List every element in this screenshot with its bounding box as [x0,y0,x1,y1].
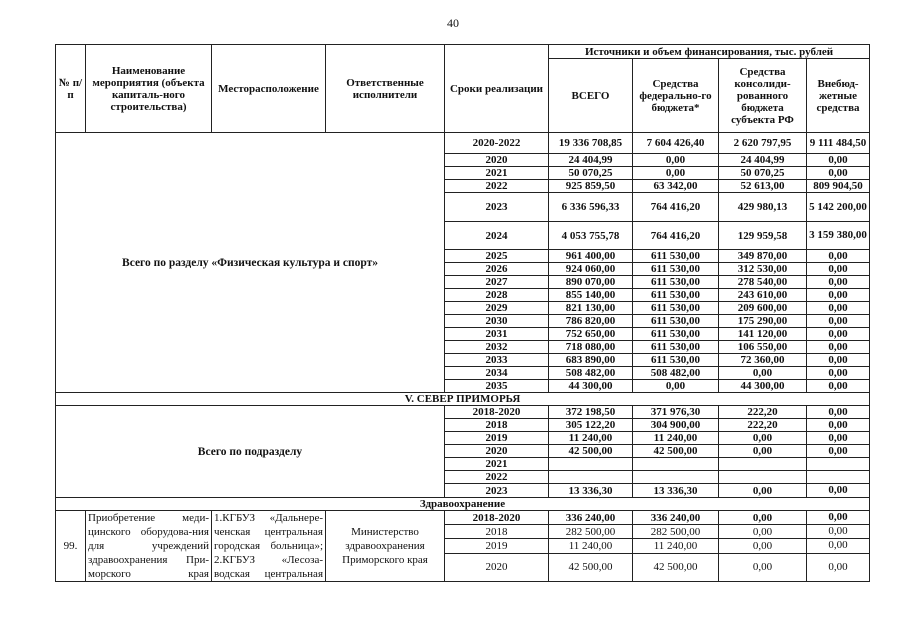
cell-offbudget: 0,00 [807,432,870,445]
cell-year: 2021 [445,458,549,471]
cell-federal: 611 530,00 [633,341,719,354]
cell-total: 336 240,00 [549,511,633,525]
cell-federal [633,471,719,484]
cell-federal: 11 240,00 [633,432,719,445]
cell-total: 42 500,00 [549,553,633,581]
cell-federal: 42 500,00 [633,553,719,581]
cell-total: 786 820,00 [549,315,633,328]
cell-offbudget: 0,00 [807,525,870,539]
cell-federal: 282 500,00 [633,525,719,539]
cell-consolidated: 141 120,00 [719,328,807,341]
cell-federal: 7 604 426,40 [633,133,719,154]
cell-total: 4 053 755,78 [549,222,633,250]
cell-year: 2022 [445,180,549,193]
header-federal: Средства федерально-го бюджета* [633,59,719,133]
table-row [56,498,870,511]
north-subtotal-label: Всего по подразделу [56,406,445,498]
cell-consolidated: 44 300,00 [719,380,807,393]
cell-federal: 304 900,00 [633,419,719,432]
cell-offbudget: 9 111 484,50 [807,133,870,154]
cell-year: 2018-2020 [445,511,549,525]
cell-offbudget: 0,00 [807,289,870,302]
header-executors: Ответственные исполнители [326,45,445,133]
table-row [56,133,870,154]
cell-offbudget: 0,00 [807,406,870,419]
header-offbudget: Внебюд-жетные средства [807,59,870,133]
cell-federal: 371 976,30 [633,406,719,419]
cell-total: 50 070,25 [549,167,633,180]
table-row [56,511,870,525]
cell-offbudget: 0,00 [807,328,870,341]
cell-consolidated [719,471,807,484]
cell-year: 2034 [445,367,549,380]
cell-federal: 611 530,00 [633,302,719,315]
cell-offbudget: 0,00 [807,553,870,581]
cell-consolidated [719,458,807,471]
cell-total: 13 336,30 [549,484,633,498]
cell-offbudget: 0,00 [807,341,870,354]
cell-offbudget: 0,00 [807,354,870,367]
cell-offbudget: 0,00 [807,367,870,380]
cell-total: 6 336 596,33 [549,193,633,222]
cell-consolidated: 209 600,00 [719,302,807,315]
cell-year: 2031 [445,328,549,341]
cell-consolidated: 429 980,13 [719,193,807,222]
header-num: № п/п [56,45,86,133]
cell-year: 2035 [445,380,549,393]
cell-offbudget: 0,00 [807,167,870,180]
cell-federal: 611 530,00 [633,263,719,276]
cell-federal: 611 530,00 [633,328,719,341]
cell-consolidated: 278 540,00 [719,276,807,289]
cell-consolidated: 50 070,25 [719,167,807,180]
cell-consolidated: 243 610,00 [719,289,807,302]
cell-federal: 0,00 [633,167,719,180]
cell-total: 718 080,00 [549,341,633,354]
cell-total: 282 500,00 [549,525,633,539]
sport-section-label: Всего по разделу «Физическая культура и спорт» [56,133,445,393]
cell-total: 683 890,00 [549,354,633,367]
cell-consolidated: 72 360,00 [719,354,807,367]
cell-consolidated: 129 959,58 [719,222,807,250]
header-total: ВСЕГО [549,59,633,133]
cell-total: 42 500,00 [549,445,633,458]
cell-consolidated: 349 870,00 [719,250,807,263]
cell-offbudget: 3 159 380,00 [807,222,870,250]
cell-total: 890 070,00 [549,276,633,289]
cell-consolidated: 312 530,00 [719,263,807,276]
cell-total: 752 650,00 [549,328,633,341]
cell-year: 2027 [445,276,549,289]
cell-consolidated: 175 290,00 [719,315,807,328]
cell-total: 924 060,00 [549,263,633,276]
cell-federal: 611 530,00 [633,276,719,289]
cell-consolidated: 24 404,99 [719,154,807,167]
table-body [56,45,870,582]
cell-year: 2029 [445,302,549,315]
cell-total: 305 122,20 [549,419,633,432]
cell-federal: 611 530,00 [633,250,719,263]
cell-offbudget: 0,00 [807,445,870,458]
cell-consolidated: 0,00 [719,525,807,539]
cell-federal: 13 336,30 [633,484,719,498]
cell-consolidated: 222,20 [719,406,807,419]
cell-offbudget: 0,00 [807,511,870,525]
cell-year: 2020 [445,553,549,581]
cell-offbudget: 0,00 [807,315,870,328]
cell-federal: 0,00 [633,380,719,393]
cell-offbudget: 0,00 [807,263,870,276]
cell-offbudget: 0,00 [807,276,870,289]
cell-total: 44 300,00 [549,380,633,393]
cell-total: 925 859,50 [549,180,633,193]
cell-consolidated: 52 613,00 [719,180,807,193]
cell-federal: 611 530,00 [633,315,719,328]
cell-total: 11 240,00 [549,432,633,445]
cell-year: 2033 [445,354,549,367]
item-location: 1.КГБУЗ «Дальнере-ченская центральная городская больница»; 2.КГБУЗ «Лесоза-водская центральная [212,511,326,582]
cell-total: 19 336 708,85 [549,133,633,154]
cell-consolidated: 2 620 797,95 [719,133,807,154]
cell-offbudget: 0,00 [807,380,870,393]
financing-table [55,44,870,582]
cell-year: 2018-2020 [445,406,549,419]
header-sources: Источники и объем финансирования, тыс. рублей [549,45,870,59]
cell-year: 2018 [445,525,549,539]
cell-federal: 508 482,00 [633,367,719,380]
cell-federal: 764 416,20 [633,193,719,222]
cell-federal: 611 530,00 [633,354,719,367]
cell-offbudget: 0,00 [807,484,870,498]
cell-year: 2030 [445,315,549,328]
cell-year: 2024 [445,222,549,250]
cell-total: 961 400,00 [549,250,633,263]
header-location: Месторасположение [212,45,326,133]
cell-consolidated: 106 550,00 [719,341,807,354]
cell-consolidated: 0,00 [719,539,807,553]
table-row [56,406,870,419]
cell-consolidated: 0,00 [719,432,807,445]
table-row [56,393,870,406]
cell-year: 2020 [445,154,549,167]
cell-total: 11 240,00 [549,539,633,553]
cell-total: 24 404,99 [549,154,633,167]
item-executor: Министерство здравоохранения Приморского края [326,511,445,582]
cell-year: 2028 [445,289,549,302]
section-title-health: Здравоохранение [56,498,870,511]
cell-federal: 336 240,00 [633,511,719,525]
cell-consolidated: 222,20 [719,419,807,432]
cell-year: 2023 [445,484,549,498]
cell-year: 2020 [445,445,549,458]
cell-year: 2023 [445,193,549,222]
cell-federal: 11 240,00 [633,539,719,553]
cell-year: 2032 [445,341,549,354]
cell-total: 855 140,00 [549,289,633,302]
cell-year: 2021 [445,167,549,180]
cell-year: 2026 [445,263,549,276]
section-title-north: V. СЕВЕР ПРИМОРЬЯ [56,393,870,406]
cell-consolidated: 0,00 [719,511,807,525]
cell-federal: 63 342,00 [633,180,719,193]
cell-offbudget [807,458,870,471]
header-consolidated: Средства консолиди-рованного бюджета субъекта РФ [719,59,807,133]
cell-year: 2025 [445,250,549,263]
item-num: 99. [56,511,86,582]
cell-total: 372 198,50 [549,406,633,419]
item-name: Приобретение меди-цинского оборудова-ния для учреждений здравоохранения При-морского края [86,511,212,582]
header-terms: Сроки реализации [445,45,549,133]
cell-federal: 42 500,00 [633,445,719,458]
cell-year: 2019 [445,432,549,445]
cell-year: 2020-2022 [445,133,549,154]
cell-federal: 764 416,20 [633,222,719,250]
cell-federal: 0,00 [633,154,719,167]
cell-offbudget: 809 904,50 [807,180,870,193]
cell-offbudget: 0,00 [807,302,870,315]
header-name: Наименование мероприятия (объекта капиталь-ного строительства) [86,45,212,133]
cell-consolidated: 0,00 [719,367,807,380]
cell-offbudget: 0,00 [807,250,870,263]
cell-offbudget: 0,00 [807,419,870,432]
cell-federal [633,458,719,471]
cell-total [549,471,633,484]
cell-year: 2019 [445,539,549,553]
cell-total [549,458,633,471]
cell-total: 508 482,00 [549,367,633,380]
cell-offbudget: 5 142 200,00 [807,193,870,222]
cell-consolidated: 0,00 [719,445,807,458]
cell-consolidated: 0,00 [719,484,807,498]
cell-consolidated: 0,00 [719,553,807,581]
page-number: 40 [447,16,459,30]
cell-offbudget [807,471,870,484]
cell-total: 821 130,00 [549,302,633,315]
cell-year: 2018 [445,419,549,432]
cell-offbudget: 0,00 [807,539,870,553]
cell-offbudget: 0,00 [807,154,870,167]
cell-federal: 611 530,00 [633,289,719,302]
cell-year: 2022 [445,471,549,484]
